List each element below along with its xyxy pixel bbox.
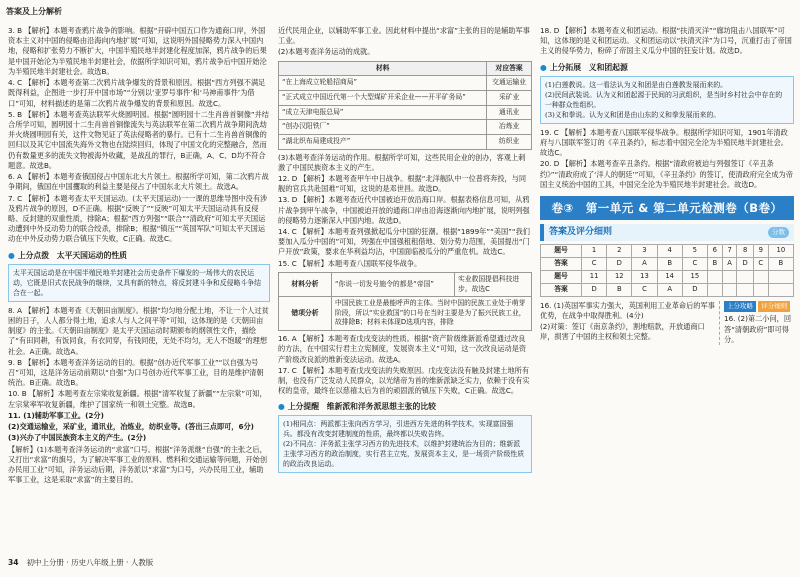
footer-title: 初中上分册 · 历史八年级上册 · 人教版 bbox=[26, 558, 154, 567]
answer-item: 4. C 【解析】本题考查第二次鸦片战争爆发的背景和原因。根据“西方列强不满足既得利益，企图进一步打开中国市场”“分别以‘亚罗号事件’和‘马神甫事件’为借口”可知，材料描述的是第二次鸦片战争爆发的背景和原因。故选C。 bbox=[8, 78, 266, 108]
answer-item: (3)兴办了中国民族资本主义的产生。(2分) bbox=[8, 433, 147, 443]
table-row: “湖北织布局建成投产” 纺织业 bbox=[279, 134, 532, 149]
material-table bbox=[278, 61, 532, 150]
side-tag: 上分攻略 bbox=[724, 301, 756, 312]
bullet-icon: ● bbox=[278, 402, 285, 412]
side-tag-2: 评分细则 bbox=[758, 301, 790, 312]
answer-16-wrap bbox=[540, 301, 794, 345]
section-heading: ● 上分提醒 维新派和洋务派思想主张的比较 bbox=[278, 402, 436, 412]
table-row: 答案 D B C A D bbox=[541, 284, 794, 297]
table-row: 答案 C D A B C B A D C B bbox=[541, 258, 794, 271]
answer-item: 7. C 【解析】本题考查太平天国运动。(太平天国运动)一一课的思维导图中没有涉及鸦片战争的原因，D不正确。根据“反映了”“反映”可知太平天国运动具有反侵略、反封建的双重性质，排除A；根据“西方列强”“联合”“清政府”可知太平天国运动遭到中外反动势力的联合绞杀，排除B；根据“镇压”“英国军队”可知太平天国运动在中外反动势力联合镇压下失败，C正确。故选C。 bbox=[8, 193, 268, 244]
answer-item: 16. A 【解析】本题考查戊戌变法的性质。根据“资产阶级维新派希望通过改良的方法，在中国实行君主立宪制度，发展资本主义”可知，这一次改良运动是资产阶级改良派的维新变法运动。故选A。 bbox=[278, 334, 527, 364]
column-2 bbox=[278, 26, 532, 477]
analysis-table bbox=[278, 272, 532, 331]
page-header: 答案及上分解析 bbox=[6, 7, 62, 16]
table-row: 题号 11 12 13 14 15 bbox=[541, 271, 794, 284]
answer-item: 【解析】(1)本题考查洋务运动的“求富”口号。根据“洋务派继“自强”的主张之后，又打出“求富”的旗号，为了解决军事工业的原料、燃料和交通运输等问题，开始创办民用工业”可知，洋务运动后期，洋务派以“求富”为口号，兴办民用工业，辅助军事工业，这是采取“求富”的主要目的。 bbox=[8, 444, 268, 485]
page-number: 34 bbox=[8, 558, 19, 567]
paragraph: (2)本题考查洋务运动的成就。 bbox=[278, 47, 375, 57]
answer-item: 10. B 【解析】本题考查左宗棠收复新疆。根据“清军收复了新疆”“左宗棠”可知，左宗棠率军收复新疆，维护了国家统一和领土完整。故选B。 bbox=[8, 389, 267, 409]
answer-item: 15. C 【解析】本题考查八国联军侵华战争。 bbox=[278, 258, 422, 268]
answer-item: 9. B 【解析】本题考查洋务运动的目的。根据“创办近代军事工业”“以自强为号召”可知，这是洋务运动前期以“自强”为口号创办近代军事工业，目的是维护清朝统治。B正确。故选B。 bbox=[8, 357, 264, 388]
answer-item: (2)交通运输业，采矿业，通讯业，冶炼业，纺织业等。(答出三点即可，6分) bbox=[8, 422, 254, 432]
table-row: “创办汉阳铁厂” 冶炼业 bbox=[279, 120, 532, 135]
table-row: 错项分析 中国民族工业是最能呼声的主体。当时中国的民族工业处于萌芽阶段，所以“实业救国”的口号在当时主要是为了振兴民族工业，故排除B；材料未体现D选项内容，排除 bbox=[279, 297, 532, 331]
answer-grid bbox=[540, 244, 794, 297]
section-heading: ● 上分拓展 义和团起源 bbox=[540, 62, 628, 72]
answer-item: 12. D 【解析】本题考查甲午中日战争。根据“北洋舰队中一位普将奔投，与同舰的官兵共赴国难”可知，这说的是邓世昌。故选D。 bbox=[278, 173, 527, 194]
answer-item: 11. (1)辅助军事工业。(2分) bbox=[8, 410, 104, 420]
answer-item: 14. C 【解析】本题考查列强掀起瓜分中国的狂潮。根据“1899年”“美国”“我们要加入瓜分中国的”可知，列强在中国强租租借地、划分势力范围，美国提出“门户开放”政策，要求在华利益均沾，中国面临被瓜分的严重危机。故选C。 bbox=[278, 227, 530, 257]
page-footer bbox=[8, 558, 153, 569]
table-row: “成立天津电报总局” 通讯业 bbox=[279, 105, 532, 120]
answer-item: 6. A 【解析】本题考查俄国侵占中国东北大片领土。根据所学可知，第二次鸦片战争期间，俄国在中国攫取的利益主要是侵占了中国东北大片领土。故选A。 bbox=[8, 172, 269, 192]
answer-item: 18. D 【解析】本题考查义和团运动。根据“扶清灭洋”“廊坊阻击八国联军”可知，这体现的是义和团运动。义和团运动以“扶清灭洋”为口号，沉重打击了帝国主义的侵华势力，粉碎了帝国主义瓜分中国的狂妄计划。故选D。 bbox=[540, 26, 792, 56]
table-row: “正式成立中国近代第一个大型煤矿开采企业——开平矿务局” 采矿业 bbox=[279, 90, 532, 105]
answer-item: 8. A 【解析】本题考查《天朝田亩制度》。根据“均匀地分配土地，不让一个人过贫困的日子，人人都分得土地，追求人与人之间平等”可知，这体现的是《天朝田亩制度》的主张。《天朝田亩制度》是太平天国运动时期颁布的纲领性文件，描绘了“有田同耕，有饭同食，有衣同穿，有钱同使，无处不均匀，无人不饱暖”的理想社会。A正确。故选A。 bbox=[8, 305, 269, 356]
answers-header: 答案及评分细则 分数 bbox=[540, 224, 794, 241]
answer-item: 20. D 【解析】本题考查辛丑条约。根据“清政府被迫与列强签订《辛丑条约》”“清政府成了‘洋人的朝廷’”可知，《辛丑条约》的签订，使清政府完全成为帝国主义统治中国的工具，中国完全沦为半殖民地半封建社会。故选D。 bbox=[540, 159, 793, 189]
table-row: “在上海成立轮船招商局” 交通运输业 bbox=[279, 76, 532, 91]
answer-item: 3. B 【解析】本题考查鸦片战争的影响。根据“开辟中国五口作为通商口岸，外国资本主义对中国的侵略由沿海向内地扩展”可知，这说明外国侵略势力深入中国内地，侵略和扩张势力不断扩大，中国半殖民地半封建化程度加深，鸦片战争的后果是中国开始沦为半殖民地半封建社会，依据所学知识可知，鸦片战争后中国开始沦为半殖民地半封建社会。故选B。 bbox=[8, 26, 267, 76]
bullet-icon: ● bbox=[8, 250, 15, 260]
table-row: 题号 1 2 3 4 5 6 7 8 9 10 bbox=[541, 245, 794, 258]
score-tag: 分数 bbox=[768, 227, 789, 238]
side-text: 16. (2)第二小问，回答“清朝政府”即可得分。 bbox=[724, 314, 792, 344]
section-heading: ● 上分点拨 太平天国运动的性质 bbox=[8, 250, 127, 260]
answer-item: 19. C 【解析】本题考查八国联军侵华战争。根据所学知识可知，1901年清政府与八国联军签订的《辛丑条约》，标志着中国完全沦为半殖民地半封建社会。故选C。 bbox=[540, 127, 788, 158]
paragraph: (3)本题考查洋务运动的作用。根据所学可知，这些民用企业的创办，客观上刺激了中国民族资本主义的产生。 bbox=[278, 152, 526, 172]
tip-box: (1)白莲教说。这一看法认为义和团是由白莲教发展而来的。 (2)民间武装说。认为义和团起源于民间的习武组织，是当时乡村社会中存在的一种群众性组织。 (3)义和拳说。认为义和团是由山东的义和拳发展而来的。 bbox=[540, 76, 794, 124]
answer-item: 5. B 【解析】本题考查英法联军火烧圆明园。根据“圆明园十二生肖兽首铜像”并结合所学可知，圆明园十二生肖兽首铜像流失与英法联军在第二次鸦片战争期间洗劫并火烧圆明园有关，这件文物见证了英法侵略者的暴行。已有十二生肖兽首铜像的回归以及其它中国流失海外文物也在陆续回归，体现了中国文化的完整融合，然而仍有数量更多的流失文物被海外收藏，是战乱的罪行，B正确，A、C、D均不符合题意。故选B。 bbox=[8, 109, 269, 170]
answer-item: 13. D 【解析】本题考查近代中国被迫开放沿海口岸。根据表格信息可知，从鸦片战争到甲午战争，中国被迫开放的通商口岸由沿海逐渐向内地扩展，说明列强的侵略势力逐渐深入中国内地。故选D。 bbox=[278, 195, 530, 225]
column-3 bbox=[540, 26, 794, 345]
tip-box: (1)相同点：两派都主张向西方学习，引进西方先进的科学技术，实现富国强兵。都没有改变封建制度的性质，最终都以失败告终。 (2)不同点：洋务派主张学习西方的先进技术，以维护封建统治为目的；维新派主张学习西方的政治制度，实行君主立宪，发展资本主义，是一场资产阶级性质的政治改良运动。 bbox=[278, 415, 532, 473]
side-note bbox=[719, 301, 794, 345]
exam-banner: 卷③ 第一单元 & 第二单元检测卷（B卷） bbox=[540, 196, 794, 220]
answer-item: 17. C 【解析】本题考查戊戌变法的失败原因。戊戌变法没有触及封建土地所有制，也没有广泛发动人民群众，以光绪帝为首的维新派缺乏实力，依赖于没有实权的皇帝，最终在以慈禧太后为首的顽固派的镇压下失败，C正确。故选C。 bbox=[278, 365, 530, 396]
paragraph: 近代民用企业，以辅助军事工业。因此材料中提出“求富”主张的目的是辅助军事工业。 bbox=[278, 26, 530, 46]
answer-item: 16. (1)英国军事实力强大，英国利用工业革命后的军事优势，在战争中取得胜利。(4分) (2)对策：签订《南京条约》，割地赔款，开放通商口岸，损害了中国的主权和领土完整。 bbox=[540, 301, 715, 341]
column-1 bbox=[8, 26, 270, 486]
bullet-icon: ● bbox=[540, 62, 547, 72]
tip-box: 太平天国运动是在中国半殖民地半封建社会历史条件下爆发的一场伟大的农民运动，它既是旧式农民战争的继续，又具有新的特点，将反封建斗争和反侵略斗争结合在一起。 bbox=[8, 264, 270, 302]
table-row: 材料分析 “你说一切发号施令的都是“帝国” 实业救国提倡科技进步。故选C bbox=[279, 272, 532, 296]
table-header: 材料 bbox=[279, 61, 487, 76]
table-header: 对应答案 bbox=[487, 61, 532, 76]
